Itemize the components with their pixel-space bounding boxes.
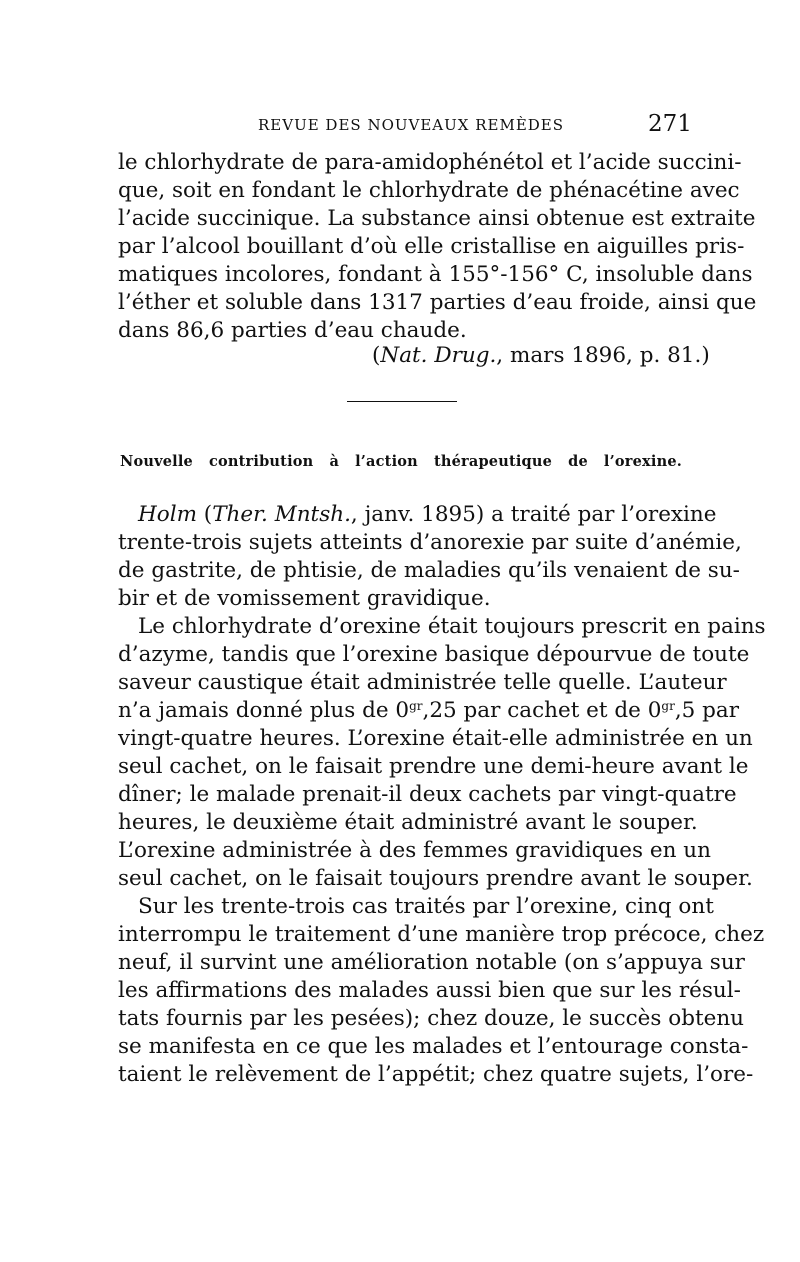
text-line: tats fournis par les pesées); chez douze, le succès obtenu xyxy=(118,1006,745,1031)
text-line: taient le relèvement de l’appétit; chez quatre sujets, l’ore- xyxy=(118,1062,754,1087)
text-line: bir et de vomissement gravidique. xyxy=(118,586,491,611)
text-line: trente-trois sujets atteints d’anorexie par suite d’anémie, xyxy=(118,530,742,555)
text-line: dîner; le malade prenait-il deux cachets par vingt-quatre xyxy=(118,782,737,807)
text-line: se manifesta en ce que les malades et l’entourage consta- xyxy=(118,1034,749,1059)
text-fragment: n’a jamais donné plus de 0 xyxy=(118,698,410,723)
text-line: neuf, il survint une amélioration notable (on s’appuya sur xyxy=(118,950,745,975)
citation-details: , mars 1896, p. 81.) xyxy=(496,343,710,368)
text-line: les affirmations des malades aussi bien que sur les résul- xyxy=(118,978,741,1003)
text-line: dans 86,6 parties d’eau chaude. xyxy=(118,318,467,343)
running-title: REVUE DES NOUVEAUX REMÈDES xyxy=(258,116,565,134)
text-line: le chlorhydrate de para-amidophénétol et l’acide succini- xyxy=(118,150,742,175)
source-name: Ther. Mntsh. xyxy=(212,502,351,527)
text-fragment: ,5 par xyxy=(674,698,740,723)
text-line: de gastrite, de phtisie, de maladies qu’ils venaient de su- xyxy=(118,558,740,583)
text-line: L’orexine administrée à des femmes gravidiques en un xyxy=(118,838,711,863)
citation xyxy=(372,342,710,370)
citation-journal: Nat. Drug. xyxy=(380,343,497,368)
text-line: l’acide succinique. La substance ainsi obtenue est extraite xyxy=(118,206,756,231)
text-fragment: ,25 par cachet et de 0 xyxy=(422,698,662,723)
text-line: saveur caustique était administrée telle quelle. L’auteur xyxy=(118,670,727,695)
page-number: 271 xyxy=(648,111,692,137)
text-line: que, soit en fondant le chlorhydrate de phénacétine avec xyxy=(118,178,740,203)
text-line xyxy=(138,501,717,529)
section-title: Nouvelle contribution à l’action thérapeutique de l’orexine. xyxy=(120,453,682,470)
unit-superscript: gr xyxy=(409,699,423,713)
text-line: d’azyme, tandis que l’orexine basique dépourvue de toute xyxy=(118,642,750,667)
paren-open: ( xyxy=(196,502,213,527)
text-line: Sur les trente-trois cas traités par l’orexine, cinq ont xyxy=(138,894,714,919)
text-line: heures, le deuxième était administré avant le souper. xyxy=(118,810,698,835)
citation-open: ( xyxy=(372,343,381,368)
text-line: l’éther et soluble dans 1317 parties d’eau froide, ainsi que xyxy=(118,290,757,315)
text-line: vingt-quatre heures. L’orexine était-elle administrée en un xyxy=(118,726,753,751)
text-line: seul cachet, on le faisait toujours prendre avant le souper. xyxy=(118,866,753,891)
text-line: interrompu le traitement d’une manière trop précoce, chez xyxy=(118,922,765,947)
text-line: par l’alcool bouillant d’où elle cristallise en aiguilles pris- xyxy=(118,234,745,259)
text-fragment: , janv. 1895) a traité par l’orexine xyxy=(350,502,717,527)
text-line xyxy=(118,697,740,725)
author-name: Holm xyxy=(138,502,197,527)
text-line: matiques incolores, fondant à 155°-156° C, insoluble dans xyxy=(118,262,753,287)
text-line: seul cachet, on le faisait prendre une demi-heure avant le xyxy=(118,754,749,779)
section-divider xyxy=(347,401,457,402)
unit-superscript: gr xyxy=(661,699,675,713)
text-line: Le chlorhydrate d’orexine était toujours prescrit en pains xyxy=(138,614,766,639)
